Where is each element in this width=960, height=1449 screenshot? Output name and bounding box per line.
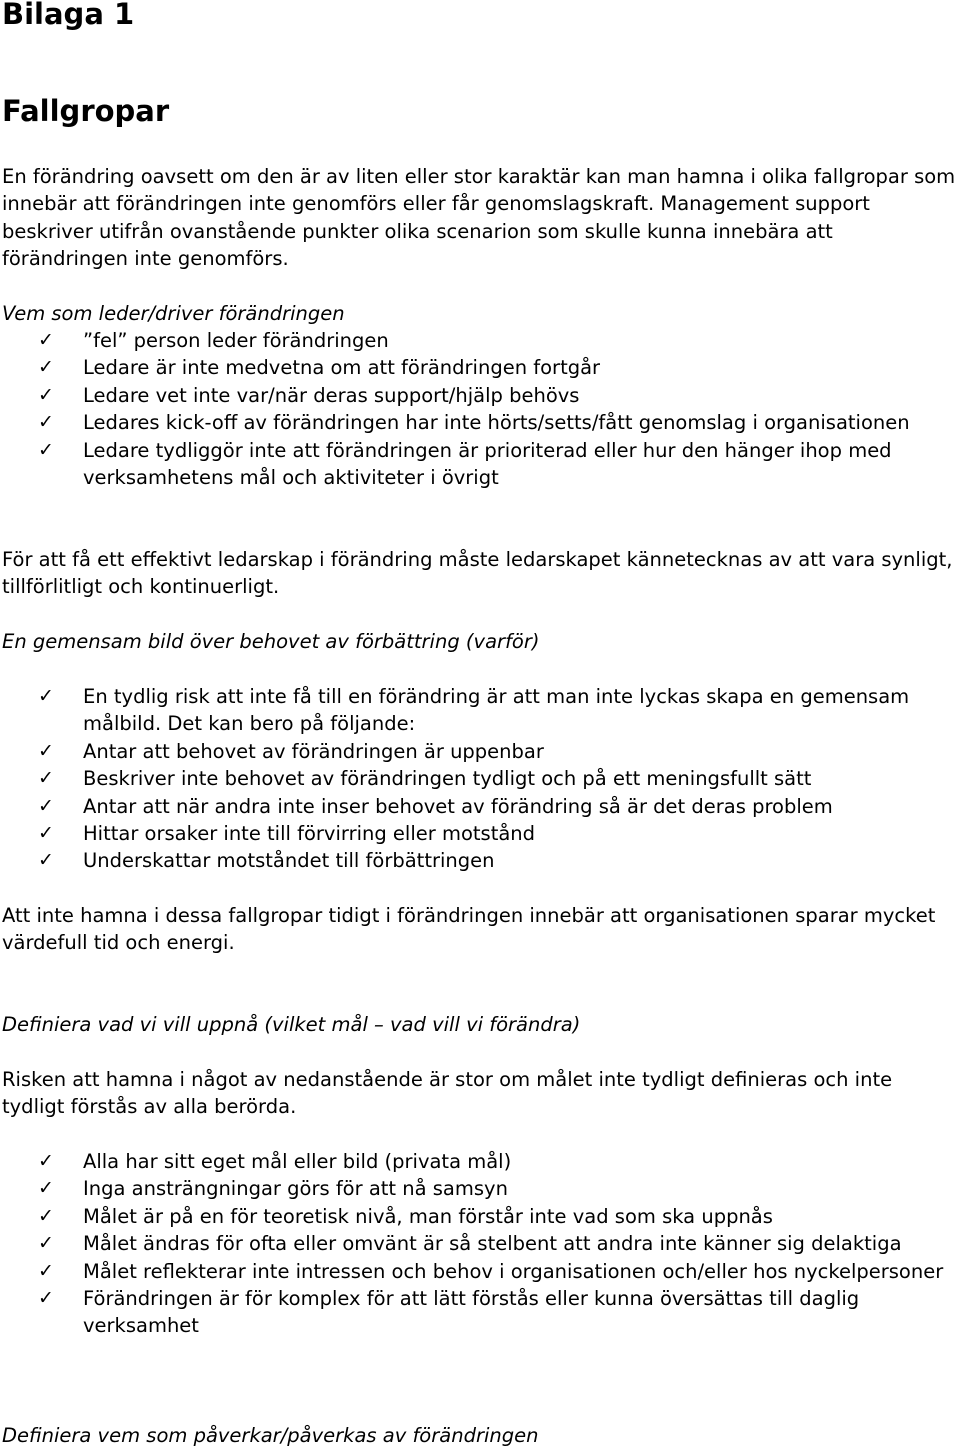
check-icon: ✓ <box>38 685 54 707</box>
check-icon: ✓ <box>38 411 54 434</box>
list-item: ✓ Underskattar motståndet till förbättringen <box>0 847 956 874</box>
list-item: ✓ Antar att när andra inte inser behovet av förändring så är det deras problem <box>0 793 956 820</box>
check-icon: ✓ <box>38 1232 54 1255</box>
list-item: ✓ En tydlig risk att inte få till en förändring är att man inte lyckas skapa en gemensam målbild. Det kan bero på följande: <box>38 685 910 736</box>
check-icon: ✓ <box>38 849 54 872</box>
list-item: ✓ Målet reflekterar inte intressen och behov i organisationen och/eller hos nyckelpersoner <box>0 1258 956 1285</box>
check-icon: ✓ <box>38 822 54 845</box>
check-icon: ✓ <box>38 739 54 762</box>
check-icon: ✓ <box>38 1287 54 1310</box>
section2-list <box>0 683 956 875</box>
section3-list <box>0 1148 956 1340</box>
section1-conclusion: För att få ett effektivt ledarskap i förändring måste ledarskapet kännetecknas av att vara synligt, tillförlitligt och kontinuerligt. <box>2 548 953 599</box>
page-title: Fallgropar <box>2 94 170 128</box>
section3-intro: Risken att hamna i något av nedanstående är stor om målet inte tydligt definieras och inte tydligt förstås av alla berörda. <box>2 1068 893 1119</box>
check-icon: ✓ <box>38 438 54 461</box>
section4-heading: Definiera vem som påverkar/påverkas av förändringen <box>2 1424 539 1447</box>
section2-heading: En gemensam bild över behovet av förbättring (varför) <box>2 630 540 653</box>
check-icon: ✓ <box>38 1204 54 1227</box>
attachment-heading: Bilaga 1 <box>2 0 135 31</box>
section2-conclusion: Att inte hamna i dessa fallgropar tidigt i förändringen innebär att organisationen sparar mycket värdefull tid och energi. <box>2 904 936 955</box>
check-icon: ✓ <box>38 329 54 351</box>
check-icon: ✓ <box>38 1259 54 1282</box>
check-icon: ✓ <box>38 356 54 379</box>
check-icon: ✓ <box>38 383 54 406</box>
check-icon: ✓ <box>38 767 54 790</box>
check-icon: ✓ <box>38 794 54 817</box>
list-item: ✓ Målet ändras för ofta eller omvänt är så stelbent att andra inte känner sig delaktiga <box>0 1230 956 1257</box>
list-item: ✓ Ledare vet inte var/när deras support/hjälp behövs <box>0 382 956 409</box>
list-item: ✓ Beskriver inte behovet av förändringen tydligt och på ett meningsfullt sätt <box>0 765 956 792</box>
intro-paragraph: En förändring oavsett om den är av liten eller stor karaktär kan man hamna i olika fallgropar som innebär att förändringen inte genomförs eller får genomslagskraft. Management support beskriver utifrån ovanstående punkter olika scenarion som skulle kunna innebära att förändringen inte genomförs. <box>2 165 956 271</box>
list-item: ✓ Antar att behovet av förändringen är uppenbar <box>0 738 956 765</box>
list-item: ✓ Alla har sitt eget mål eller bild (privata mål) <box>0 1148 956 1175</box>
list-item: ✓ Ledare tydliggör inte att förändringen är prioriterad eller hur den hänger ihop med verksamhetens mål och aktiviteter i övrigt <box>38 438 892 490</box>
list-item: ✓ Inga ansträngningar görs för att nå samsyn <box>0 1175 956 1202</box>
section3-heading: Definiera vad vi vill uppnå (vilket mål – vad vill vi förändra) <box>2 1013 581 1036</box>
section1-heading: Vem som leder/driver förändringen <box>2 302 345 325</box>
check-icon: ✓ <box>38 1177 54 1200</box>
list-item: ✓ Ledare är inte medvetna om att förändringen fortgår <box>0 354 956 381</box>
section1-list <box>0 327 956 491</box>
list-item: ✓ Förändringen är för komplex för att lätt förstås eller kunna översättas till daglig verksamhet <box>38 1287 860 1338</box>
list-item: ✓ Ledares kick-off av förändringen har inte hörts/setts/fått genomslag i organisationen <box>0 409 956 436</box>
check-icon: ✓ <box>38 1150 54 1172</box>
list-item: ✓ ”fel” person leder förändringen <box>0 327 956 354</box>
list-item: ✓ Hittar orsaker inte till förvirring eller motstånd <box>0 820 956 847</box>
list-item: ✓ Målet är på en för teoretisk nivå, man förstår inte vad som ska uppnås <box>0 1203 956 1230</box>
